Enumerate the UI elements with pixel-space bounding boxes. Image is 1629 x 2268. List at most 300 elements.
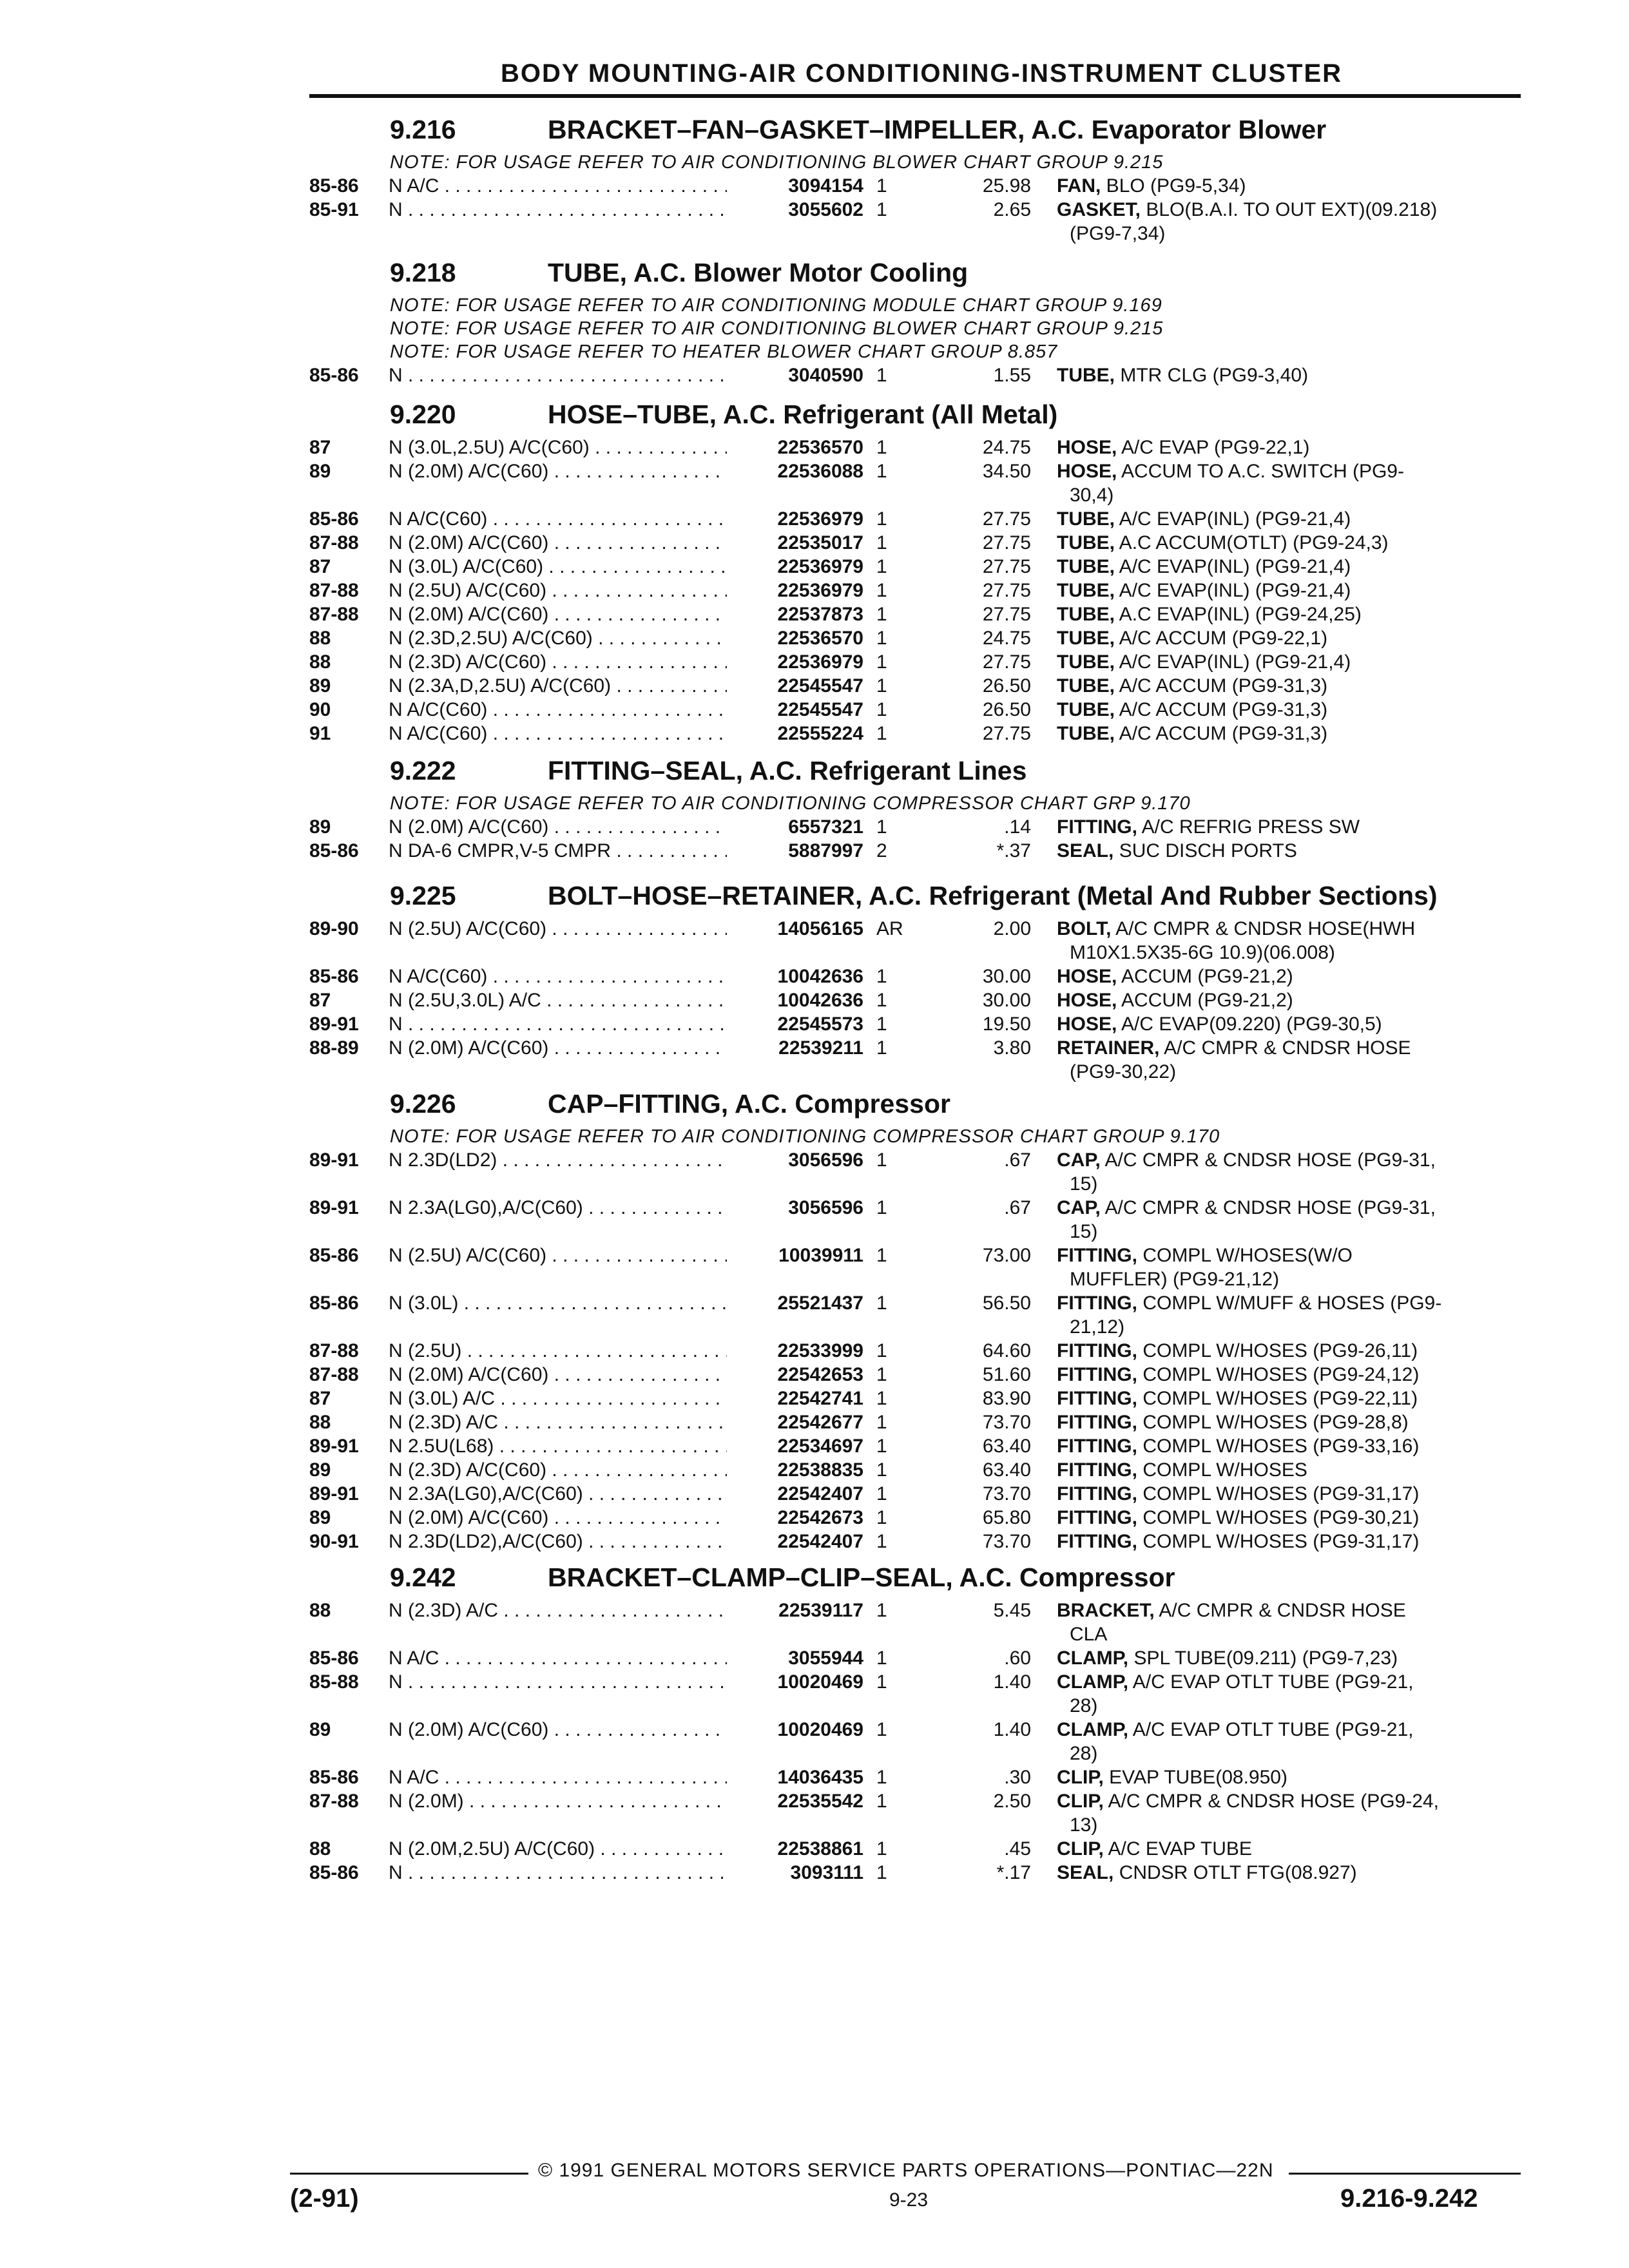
- part-detail: A/C EVAP(INL) (PG9-21,4): [1115, 651, 1351, 673]
- quantity: 1: [876, 1197, 887, 1218]
- part-name: GASKET,: [1057, 199, 1141, 220]
- part-detail: A/C CMPR & CNDSR HOSE (PG9-31,: [1100, 1149, 1436, 1171]
- model-year: 88: [309, 1838, 331, 1860]
- part-description: [1057, 1459, 1307, 1481]
- footer-rule-right: [1289, 2173, 1521, 2175]
- model-year: 87-88: [309, 580, 359, 601]
- model-year: 87: [309, 437, 331, 458]
- part-detail: BLO(B.A.I. TO OUT EXT)(09.218): [1141, 199, 1438, 220]
- usage-code: N (2.5U,3.0L) A/C . . .: [389, 990, 727, 1012]
- section-heading: CAP–FITTING, A.C. Compressor: [548, 1089, 950, 1119]
- section-number: 9.220: [390, 399, 456, 429]
- part-name: TUBE,: [1057, 365, 1115, 386]
- usage-code: N . . .: [389, 1862, 727, 1884]
- model-year: 85-86: [309, 508, 359, 530]
- part-name: FITTING,: [1057, 816, 1137, 838]
- usage-code: N . . .: [389, 1014, 727, 1035]
- quantity: 1: [876, 1388, 887, 1409]
- quantity: 1: [876, 699, 887, 720]
- part-description: [1057, 1838, 1252, 1860]
- usage-code: N (3.0L,2.5U) A/C(C60) . . .: [389, 437, 727, 459]
- quantity: 1: [876, 508, 887, 530]
- usage-code: N (2.0M) A/C(C60) . . .: [389, 1037, 727, 1059]
- part-number: 14036435: [735, 1767, 863, 1789]
- part-description: [1057, 1507, 1419, 1529]
- part-detail: ACCUM (PG9-21,2): [1117, 990, 1293, 1011]
- part-description: [1057, 723, 1327, 745]
- part-description: [1057, 365, 1308, 387]
- price: 25.98: [982, 175, 1031, 197]
- part-detail: COMPL W/HOSES (PG9-31,17): [1137, 1531, 1420, 1552]
- part-number: 3040590: [735, 365, 863, 387]
- part-description: [1057, 1197, 1436, 1219]
- usage-code: N (2.3D,2.5U) A/C(C60) . . .: [389, 628, 727, 649]
- part-detail: A/C ACCUM (PG9-31,3): [1115, 723, 1328, 744]
- usage-code: N A/C(C60) . . .: [389, 699, 727, 721]
- section-note: NOTE: FOR USAGE REFER TO AIR CONDITIONING BLOWER CHART GROUP 9.215: [390, 318, 1164, 339]
- section-title: [390, 756, 1027, 786]
- part-name: CLAMP,: [1057, 1719, 1129, 1740]
- part-name: FITTING,: [1057, 1340, 1137, 1361]
- price: *.37: [996, 840, 1031, 861]
- usage-code: N A/C(C60) . . .: [389, 508, 727, 530]
- model-year: 89: [309, 1719, 331, 1740]
- model-year: 87-88: [309, 1364, 359, 1385]
- part-number: 22538861: [735, 1838, 863, 1860]
- price: 63.40: [982, 1459, 1031, 1481]
- header-rule: [309, 94, 1521, 98]
- quantity: 1: [876, 1149, 887, 1171]
- model-year: 85-88: [309, 1671, 359, 1693]
- usage-code: N (2.0M) A/C(C60) . . .: [389, 1719, 727, 1741]
- part-detail: EVAP TUBE(08.950): [1103, 1767, 1287, 1788]
- price: 27.75: [982, 651, 1031, 673]
- model-year: 89: [309, 1459, 331, 1481]
- price: 5.45: [993, 1600, 1031, 1621]
- part-detail: SPL TUBE(09.211) (PG9-7,23): [1128, 1648, 1398, 1669]
- part-number: 22536979: [735, 580, 863, 602]
- usage-code: N (2.3D) A/C . . .: [389, 1412, 727, 1434]
- usage-code: N (2.3D) A/C . . .: [389, 1600, 727, 1622]
- usage-code: N (2.0M) A/C(C60) . . .: [389, 1507, 727, 1529]
- price: .67: [1004, 1197, 1031, 1218]
- part-number: 22545547: [735, 699, 863, 721]
- price: 64.60: [982, 1340, 1031, 1361]
- part-name: FITTING,: [1057, 1364, 1137, 1385]
- usage-code: N . . .: [389, 1671, 727, 1693]
- part-description-continued: CLA: [1070, 1624, 1108, 1645]
- part-name: SEAL,: [1057, 840, 1114, 861]
- part-detail: A/C EVAP(INL) (PG9-21,4): [1115, 508, 1351, 530]
- part-number: 5887997: [735, 840, 863, 862]
- section-heading: BOLT–HOSE–RETAINER, A.C. Refrigerant (Metal And Rubber Sections): [548, 881, 1438, 910]
- part-description-continued: M10X1.5X35-6G 10.9)(06.008): [1070, 942, 1335, 963]
- part-detail: COMPL W/HOSES: [1137, 1459, 1307, 1481]
- part-detail: A/C REFRIG PRESS SW: [1137, 816, 1360, 838]
- part-name: HOSE,: [1057, 461, 1117, 482]
- part-number: 22534697: [735, 1436, 863, 1457]
- part-number: 22555224: [735, 723, 863, 745]
- quantity: 1: [876, 1791, 887, 1812]
- model-year: 87-88: [309, 604, 359, 625]
- part-description-continued: 28): [1070, 1743, 1098, 1764]
- part-detail: A/C EVAP(INL) (PG9-21,4): [1115, 580, 1351, 601]
- usage-code: N A/C . . .: [389, 1648, 727, 1669]
- usage-code: N A/C . . .: [389, 1767, 727, 1789]
- part-description: [1057, 816, 1360, 838]
- model-year: 87-88: [309, 1791, 359, 1812]
- quantity: 1: [876, 175, 887, 197]
- quantity: 1: [876, 966, 887, 987]
- part-name: SEAL,: [1057, 1862, 1114, 1883]
- part-description: [1057, 1862, 1357, 1884]
- section-heading: FITTING–SEAL, A.C. Refrigerant Lines: [548, 756, 1027, 785]
- part-number: 22542653: [735, 1364, 863, 1386]
- part-detail: A/C EVAP TUBE: [1103, 1838, 1252, 1860]
- usage-code: N DA-6 CMPR,V-5 CMPR . . .: [389, 840, 727, 862]
- quantity: 1: [876, 1719, 887, 1740]
- part-number: 3055602: [735, 199, 863, 221]
- usage-code: N (2.0M,2.5U) A/C(C60) . . .: [389, 1838, 727, 1860]
- section-heading: TUBE, A.C. Blower Motor Cooling: [548, 258, 969, 287]
- part-name: HOSE,: [1057, 990, 1117, 1011]
- price: 19.50: [982, 1014, 1031, 1035]
- part-number: 3056596: [735, 1197, 863, 1219]
- part-description: [1057, 990, 1293, 1012]
- part-detail: ACCUM TO A.C. SWITCH (PG9-: [1117, 461, 1404, 482]
- part-detail: A/C CMPR & CNDSR HOSE(HWH: [1111, 918, 1416, 939]
- part-description: [1057, 1388, 1418, 1410]
- part-description: [1057, 1671, 1414, 1693]
- usage-code: N 2.3A(LG0),A/C(C60) . . .: [389, 1483, 727, 1505]
- part-detail: COMPL W/HOSES (PG9-28,8): [1137, 1412, 1409, 1433]
- quantity: 1: [876, 1364, 887, 1385]
- part-number: 22533999: [735, 1340, 863, 1362]
- price: 27.75: [982, 532, 1031, 553]
- part-number: 22542741: [735, 1388, 863, 1410]
- usage-code: N (2.3A,D,2.5U) A/C(C60) . . .: [389, 675, 727, 697]
- price: 34.50: [982, 461, 1031, 482]
- model-year: 91: [309, 723, 331, 744]
- part-detail: COMPL W/HOSES (PG9-24,12): [1137, 1364, 1420, 1385]
- part-number: 10039911: [735, 1245, 863, 1267]
- part-description: [1057, 1719, 1414, 1741]
- part-number: 22537873: [735, 604, 863, 626]
- price: 65.80: [982, 1507, 1031, 1528]
- price: *.17: [996, 1862, 1031, 1883]
- part-description: [1057, 437, 1309, 459]
- quantity: 1: [876, 1037, 887, 1059]
- part-detail: MTR CLG (PG9-3,40): [1115, 365, 1309, 386]
- part-description: [1057, 580, 1351, 602]
- model-year: 85-86: [309, 1767, 359, 1788]
- part-description: [1057, 1149, 1436, 1171]
- model-year: 87-88: [309, 1340, 359, 1361]
- part-description: [1057, 604, 1362, 626]
- price: 27.75: [982, 723, 1031, 744]
- quantity: 1: [876, 628, 887, 649]
- part-detail: BLO (PG9-5,34): [1101, 175, 1246, 197]
- quantity: 1: [876, 723, 887, 744]
- usage-code: N (2.0M) . . .: [389, 1791, 727, 1812]
- model-year: 89-91: [309, 1483, 359, 1504]
- part-name: FITTING,: [1057, 1507, 1137, 1528]
- model-year: 85-86: [309, 365, 359, 386]
- part-description: [1057, 675, 1327, 697]
- price: 56.50: [982, 1293, 1031, 1314]
- part-name: HOSE,: [1057, 437, 1117, 458]
- quantity: 1: [876, 651, 887, 673]
- part-number: 3094154: [735, 175, 863, 197]
- price: 27.75: [982, 556, 1031, 577]
- quantity: 1: [876, 1838, 887, 1860]
- part-description: [1057, 651, 1351, 673]
- part-name: FITTING,: [1057, 1412, 1137, 1433]
- part-number: 10042636: [735, 990, 863, 1012]
- part-name: FITTING,: [1057, 1483, 1137, 1504]
- model-year: 89-91: [309, 1197, 359, 1218]
- model-year: 85-86: [309, 1648, 359, 1669]
- model-year: 90: [309, 699, 331, 720]
- part-detail: COMPL W/MUFF & HOSES (PG9-: [1137, 1293, 1442, 1314]
- price: 27.75: [982, 580, 1031, 601]
- quantity: 1: [876, 437, 887, 458]
- section-number: 9.218: [390, 258, 456, 287]
- part-name: HOSE,: [1057, 966, 1117, 987]
- page-header-title: BODY MOUNTING-AIR CONDITIONING-INSTRUMENT CLUSTER: [500, 59, 1343, 88]
- part-description: [1057, 1531, 1419, 1553]
- part-description-continued: 15): [1070, 1221, 1098, 1242]
- model-year: 85-91: [309, 199, 359, 220]
- quantity: 1: [876, 1014, 887, 1035]
- model-year: 89: [309, 816, 331, 838]
- quantity: 1: [876, 1600, 887, 1621]
- usage-code: N A/C . . .: [389, 175, 727, 197]
- part-number: 22536088: [735, 461, 863, 483]
- part-description: [1057, 461, 1404, 483]
- section-title: [390, 115, 1326, 145]
- part-number: 22539117: [735, 1600, 863, 1622]
- quantity: 1: [876, 990, 887, 1011]
- quantity: 1: [876, 1459, 887, 1481]
- part-description: [1057, 532, 1389, 554]
- usage-code: N (2.0M) A/C(C60) . . .: [389, 604, 727, 626]
- part-name: CLAMP,: [1057, 1648, 1129, 1669]
- part-description: [1057, 840, 1297, 862]
- usage-code: N A/C(C60) . . .: [389, 966, 727, 988]
- section-number: 9.222: [390, 756, 456, 785]
- part-description-continued: (PG9-30,22): [1070, 1061, 1177, 1082]
- part-number: 22535542: [735, 1791, 863, 1812]
- section-title: [390, 399, 1057, 430]
- usage-code: N 2.3D(LD2) . . .: [389, 1149, 727, 1171]
- model-year: 89-91: [309, 1436, 359, 1457]
- part-detail: A/C EVAP (PG9-22,1): [1117, 437, 1310, 458]
- part-name: CLIP,: [1057, 1838, 1104, 1860]
- part-description-continued: (PG9-7,34): [1070, 223, 1166, 244]
- usage-code: N . . .: [389, 365, 727, 387]
- part-description: [1057, 1037, 1411, 1059]
- section-title: [390, 1089, 950, 1119]
- quantity: 1: [876, 580, 887, 601]
- part-number: 25521437: [735, 1293, 863, 1314]
- part-name: FITTING,: [1057, 1436, 1137, 1457]
- price: .14: [1004, 816, 1031, 838]
- section-heading: HOSE–TUBE, A.C. Refrigerant (All Metal): [548, 399, 1058, 429]
- model-year: 85-86: [309, 1245, 359, 1266]
- price: 24.75: [982, 628, 1031, 649]
- price: 83.90: [982, 1388, 1031, 1409]
- model-year: 88: [309, 1600, 331, 1621]
- footer-page-number: 9-23: [889, 2189, 929, 2211]
- price: 2.65: [993, 199, 1031, 220]
- part-name: TUBE,: [1057, 723, 1115, 744]
- quantity: 2: [876, 840, 887, 861]
- usage-code: N (2.5U) A/C(C60) . . .: [389, 918, 727, 940]
- section-heading: BRACKET–FAN–GASKET–IMPELLER, A.C. Evaporator Blower: [548, 115, 1327, 144]
- quantity: 1: [876, 556, 887, 577]
- part-name: RETAINER,: [1057, 1037, 1160, 1059]
- section-note: NOTE: FOR USAGE REFER TO AIR CONDITIONING MODULE CHART GROUP 9.169: [390, 295, 1162, 316]
- part-detail: COMPL W/HOSES (PG9-31,17): [1137, 1483, 1420, 1504]
- quantity: 1: [876, 1671, 887, 1693]
- part-number: 22542407: [735, 1483, 863, 1505]
- part-detail: A/C ACCUM (PG9-31,3): [1115, 699, 1328, 720]
- quantity: 1: [876, 604, 887, 625]
- section-number: 9.242: [390, 1562, 456, 1592]
- quantity: 1: [876, 1340, 887, 1361]
- section-title: [390, 258, 968, 288]
- part-detail: SUC DISCH PORTS: [1113, 840, 1297, 861]
- part-description: [1057, 918, 1415, 940]
- part-description: [1057, 1648, 1398, 1669]
- part-detail: A/C CMPR & CNDSR HOSE: [1159, 1037, 1411, 1059]
- usage-code: N 2.3A(LG0),A/C(C60) . . .: [389, 1197, 727, 1219]
- quantity: 1: [876, 1648, 887, 1669]
- part-description: [1057, 1600, 1406, 1622]
- part-description: [1057, 1293, 1441, 1314]
- usage-code: N (2.0M) A/C(C60) . . .: [389, 1364, 727, 1386]
- price: 63.40: [982, 1436, 1031, 1457]
- price: 27.75: [982, 604, 1031, 625]
- quantity: AR: [876, 918, 903, 939]
- part-description: [1057, 175, 1246, 197]
- part-detail: A/C CMPR & CNDSR HOSE (PG9-24,: [1103, 1791, 1439, 1812]
- usage-code: N (2.5U) . . .: [389, 1340, 727, 1362]
- price: 73.70: [982, 1412, 1031, 1433]
- part-detail: A/C CMPR & CNDSR HOSE (PG9-31,: [1100, 1197, 1436, 1218]
- part-detail: A/C EVAP(09.220) (PG9-30,5): [1117, 1014, 1382, 1035]
- footer-copyright: © 1991 GENERAL MOTORS SERVICE PARTS OPERATIONS—PONTIAC—22N: [538, 2160, 1274, 2181]
- price: 73.70: [982, 1531, 1031, 1552]
- model-year: 87: [309, 1388, 331, 1409]
- price: 30.00: [982, 966, 1031, 987]
- part-name: BRACKET,: [1057, 1600, 1155, 1621]
- part-description-continued: 15): [1070, 1173, 1098, 1195]
- model-year: 85-86: [309, 175, 359, 197]
- part-name: CLIP,: [1057, 1791, 1104, 1812]
- usage-code: N . . .: [389, 199, 727, 221]
- usage-code: N (2.3D) A/C(C60) . . .: [389, 1459, 727, 1481]
- part-description-continued: 21,12): [1070, 1316, 1125, 1338]
- part-number: 10020469: [735, 1671, 863, 1693]
- section-heading: BRACKET–CLAMP–CLIP–SEAL, A.C. Compressor: [548, 1562, 1175, 1592]
- part-name: TUBE,: [1057, 604, 1115, 625]
- price: 73.00: [982, 1245, 1031, 1266]
- part-number: 22536979: [735, 508, 863, 530]
- quantity: 1: [876, 1293, 887, 1314]
- price: .30: [1004, 1767, 1031, 1788]
- quantity: 1: [876, 1412, 887, 1433]
- model-year: 89: [309, 461, 331, 482]
- model-year: 87: [309, 556, 331, 577]
- usage-code: N (2.3D) A/C(C60) . . .: [389, 651, 727, 673]
- section-number: 9.226: [390, 1089, 456, 1119]
- part-detail: A.C EVAP(INL) (PG9-24,25): [1115, 604, 1362, 625]
- price: 3.80: [993, 1037, 1031, 1059]
- part-name: BOLT,: [1057, 918, 1112, 939]
- part-detail: A/C ACCUM (PG9-31,3): [1115, 675, 1328, 697]
- model-year: 89: [309, 1507, 331, 1528]
- part-name: TUBE,: [1057, 628, 1115, 649]
- part-detail: COMPL W/HOSES (PG9-26,11): [1137, 1340, 1418, 1361]
- price: 26.50: [982, 699, 1031, 720]
- part-name: FITTING,: [1057, 1531, 1137, 1552]
- part-name: TUBE,: [1057, 699, 1115, 720]
- model-year: 89-91: [309, 1014, 359, 1035]
- price: .67: [1004, 1149, 1031, 1171]
- part-description: [1057, 556, 1351, 578]
- part-description: [1057, 1412, 1409, 1434]
- quantity: 1: [876, 1531, 887, 1552]
- part-name: FITTING,: [1057, 1388, 1137, 1409]
- part-number: 22536979: [735, 651, 863, 673]
- model-year: 88: [309, 651, 331, 673]
- usage-code: N (3.0L) A/C . . .: [389, 1388, 727, 1410]
- usage-code: N (3.0L) A/C(C60) . . .: [389, 556, 727, 578]
- quantity: 1: [876, 816, 887, 838]
- part-name: TUBE,: [1057, 508, 1115, 530]
- part-number: 22545573: [735, 1014, 863, 1035]
- price: 2.00: [993, 918, 1031, 939]
- part-number: 14056165: [735, 918, 863, 940]
- part-number: 22536570: [735, 437, 863, 459]
- price: 1.55: [993, 365, 1031, 386]
- part-number: 22536570: [735, 628, 863, 649]
- price: 2.50: [993, 1791, 1031, 1812]
- part-name: FITTING,: [1057, 1459, 1137, 1481]
- part-detail: ACCUM (PG9-21,2): [1117, 966, 1293, 987]
- footer-section-range: 9.216-9.242: [1340, 2184, 1478, 2213]
- quantity: 1: [876, 461, 887, 482]
- section-note: NOTE: FOR USAGE REFER TO AIR CONDITIONING BLOWER CHART GROUP 9.215: [390, 152, 1164, 173]
- part-detail: A.C ACCUM(OTLT) (PG9-24,3): [1115, 532, 1389, 553]
- part-number: 22536979: [735, 556, 863, 578]
- part-name: TUBE,: [1057, 532, 1115, 553]
- model-year: 85-86: [309, 1293, 359, 1314]
- price: 51.60: [982, 1364, 1031, 1385]
- part-number: 22539211: [735, 1037, 863, 1059]
- part-description: [1057, 1014, 1382, 1035]
- part-detail: COMPL W/HOSES (PG9-30,21): [1137, 1507, 1420, 1528]
- quantity: 1: [876, 1245, 887, 1266]
- part-detail: A/C EVAP OTLT TUBE (PG9-21,: [1128, 1671, 1414, 1693]
- price: 1.40: [993, 1719, 1031, 1740]
- section-number: 9.225: [390, 881, 456, 910]
- quantity: 1: [876, 532, 887, 553]
- usage-code: N (2.5U) A/C(C60) . . .: [389, 1245, 727, 1267]
- usage-code: N (2.0M) A/C(C60) . . .: [389, 816, 727, 838]
